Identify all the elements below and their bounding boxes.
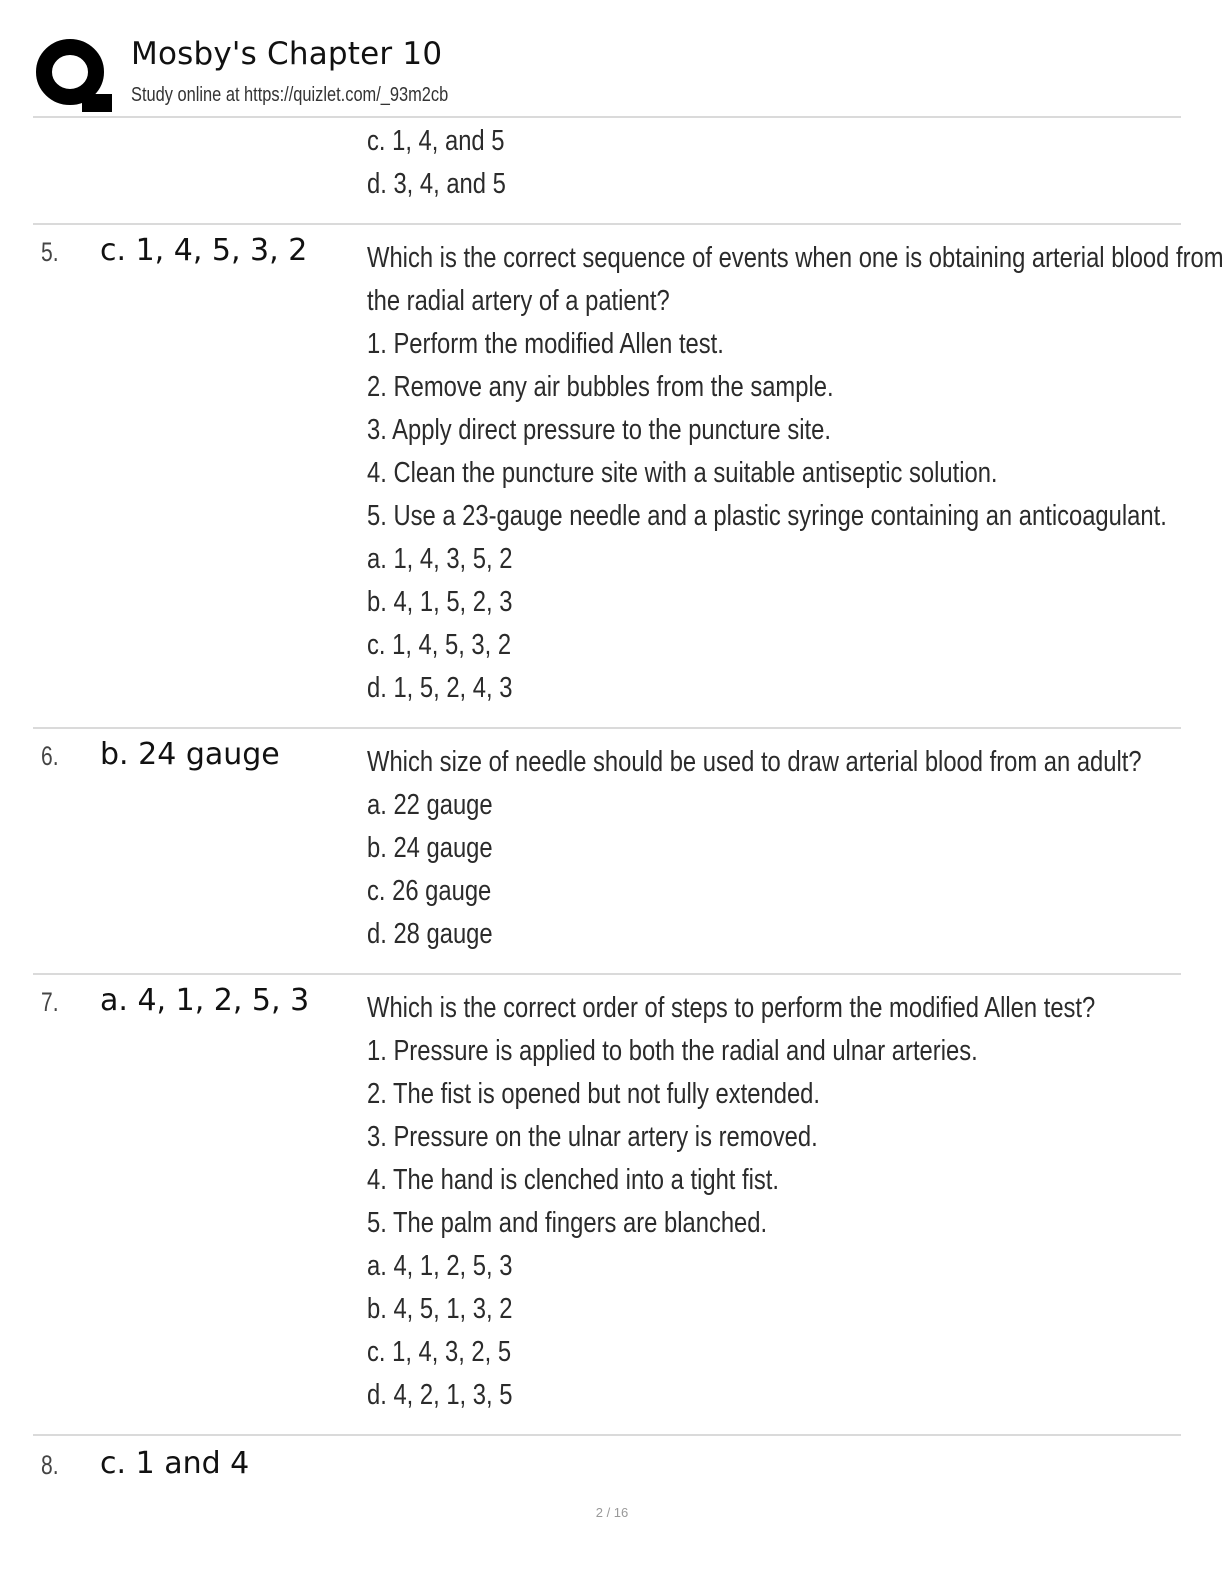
item-number: 8. [41,1450,59,1480]
item-answer: a. 4, 1, 2, 5, 3 [100,983,310,1018]
option-line: c. 1, 4, 3, 2, 5 [367,1336,512,1368]
option-line: c. 26 gauge [367,875,492,907]
option-line: d. 28 gauge [367,918,493,950]
divider [33,116,1181,118]
step-line: 3. Apply direct pressure to the puncture site. [367,414,831,446]
option-line: a. 4, 1, 2, 5, 3 [367,1250,513,1282]
option-line: a. 1, 4, 3, 5, 2 [367,543,513,575]
question-text [367,237,1224,710]
option-line: c. 1, 4, 5, 3, 2 [367,629,512,661]
question-line: Which size of needle should be used to draw arterial blood from an adult? [367,746,1142,778]
study-online-link[interactable]: Study online at https://quizlet.com/_93m2cb [131,84,449,106]
item-number: 5. [41,237,59,267]
step-line: 4. Clean the puncture site with a suitable antiseptic solution. [367,457,998,489]
step-line: 1. Perform the modified Allen test. [367,328,724,360]
item-answer: b. 24 gauge [100,737,280,772]
step-line: 3. Pressure on the ulnar artery is removed. [367,1121,818,1153]
divider [33,223,1181,225]
option-line: b. 4, 1, 5, 2, 3 [367,586,513,618]
question-text [367,741,1142,956]
divider [33,727,1181,729]
item-answer: c. 1, 4, 5, 3, 2 [100,233,308,268]
option-line: a. 22 gauge [367,789,493,821]
option-line: b. 4, 5, 1, 3, 2 [367,1293,513,1325]
option-line: b. 24 gauge [367,832,493,864]
step-line: 2. Remove any air bubbles from the sample. [367,371,834,403]
question-line: the radial artery of a patient? [367,285,670,317]
document-title: Mosby's Chapter 10 [131,36,443,72]
item-number: 6. [41,741,59,771]
item-number: 7. [41,987,59,1017]
option-line: d. 3, 4, and 5 [367,168,506,200]
question-text [367,120,506,206]
question-line: Which is the correct order of steps to perform the modified Allen test? [367,992,1096,1024]
step-line: 4. The hand is clenched into a tight fist. [367,1164,780,1196]
question-text [367,987,1095,1417]
divider [33,973,1181,975]
divider [33,1434,1181,1436]
option-line: c. 1, 4, and 5 [367,125,505,157]
option-line: d. 4, 2, 1, 3, 5 [367,1379,513,1411]
page-number: 2 / 16 [595,1505,629,1520]
option-line: d. 1, 5, 2, 4, 3 [367,672,513,704]
step-line: 5. Use a 23-gauge needle and a plastic syringe containing an anticoagulant. [367,500,1167,532]
step-line: 2. The fist is opened but not fully extended. [367,1078,821,1110]
item-answer: c. 1 and 4 [100,1446,250,1481]
quizlet-q-logo-icon [34,36,112,112]
step-line: 1. Pressure is applied to both the radial and ulnar arteries. [367,1035,978,1067]
step-line: 5. The palm and fingers are blanched. [367,1207,768,1239]
question-line: Which is the correct sequence of events when one is obtaining arterial blood from [367,242,1224,274]
